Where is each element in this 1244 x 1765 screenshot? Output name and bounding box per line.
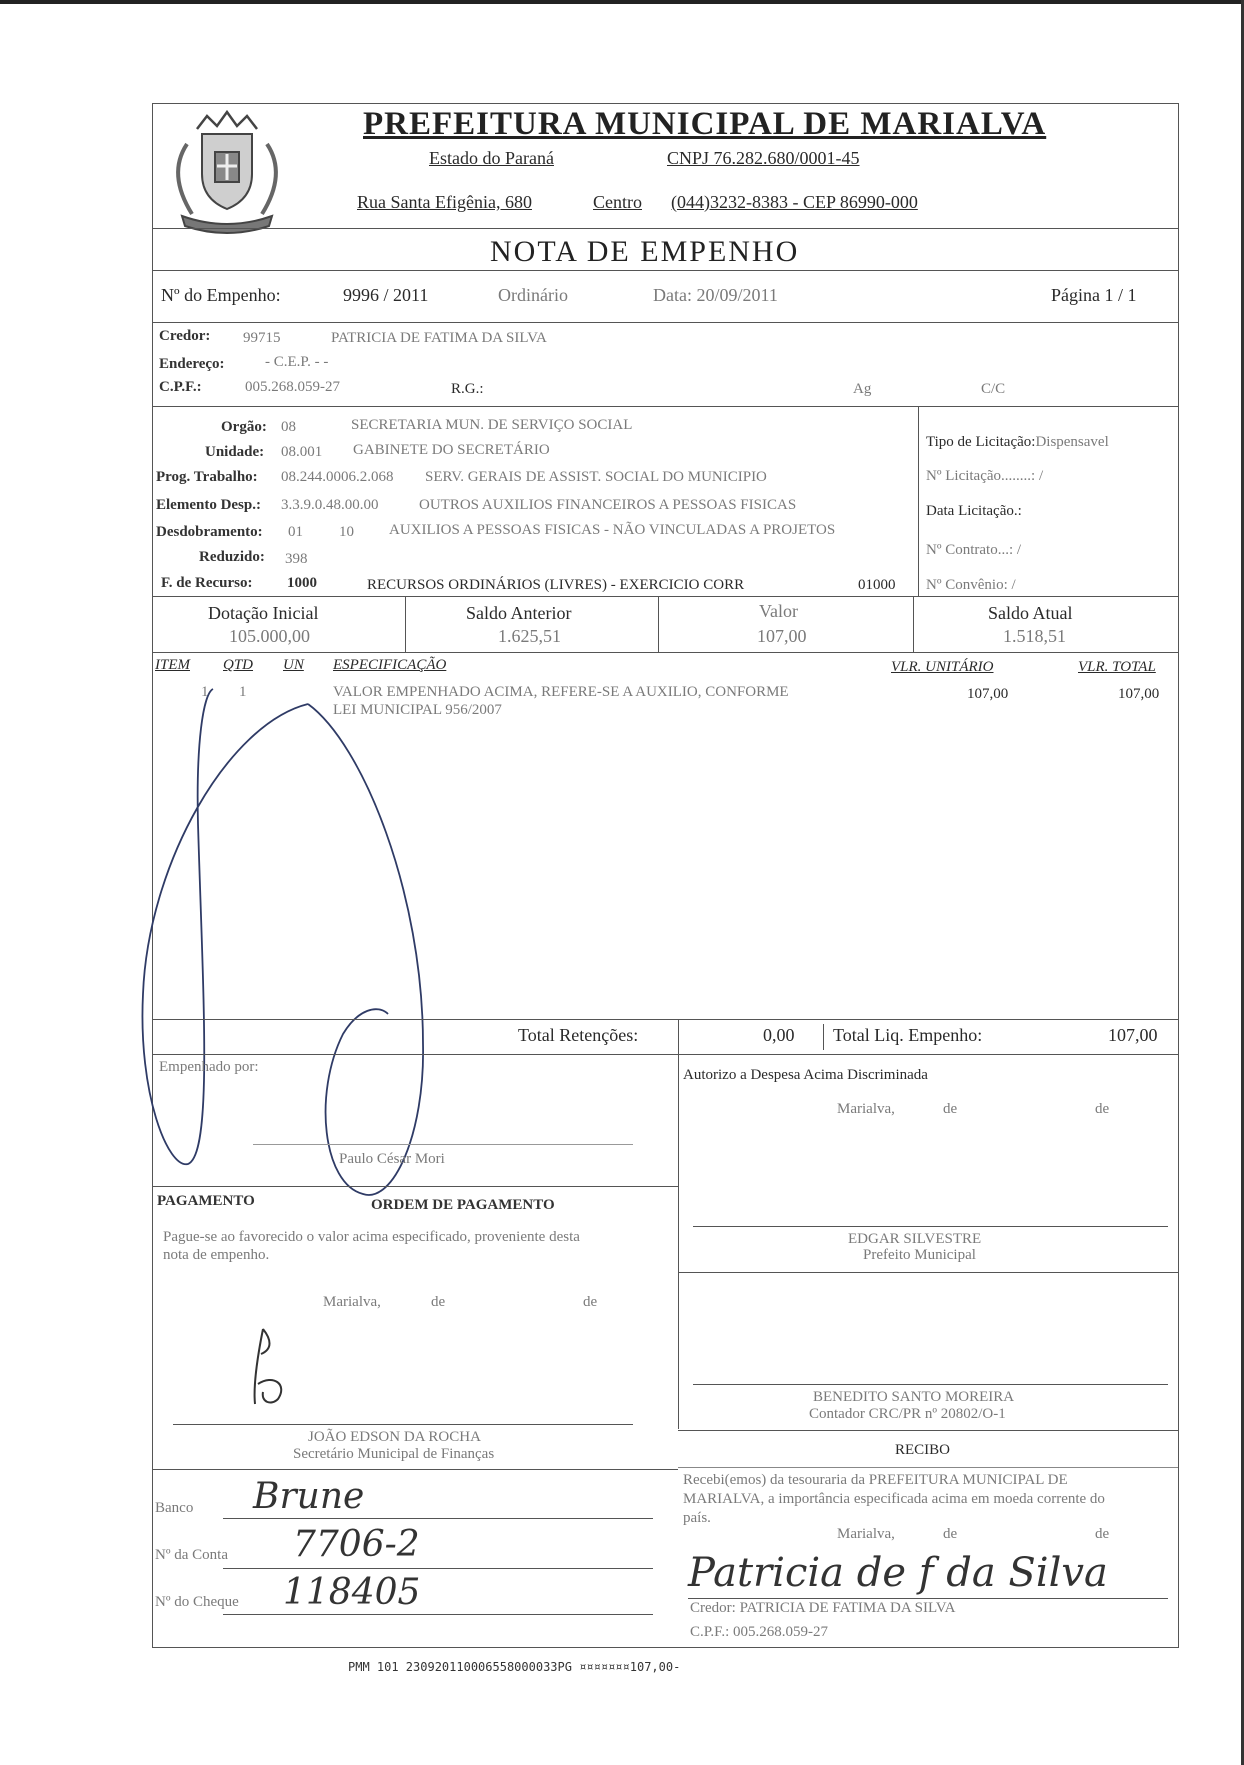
contador-name: BENEDITO SANTO MOREIRA	[813, 1389, 1015, 1405]
desdobramento-b: 10	[339, 524, 354, 540]
licitacao-numero: Nº Licitação........: /	[926, 468, 1044, 484]
cpf-label: C.P.F.:	[159, 379, 202, 395]
recibo-cpf: C.P.F.: 005.268.059-27	[690, 1624, 828, 1640]
col-vlr-unitario: VLR. UNITÁRIO	[891, 659, 994, 675]
recibo-text-1: Recebi(emos) da tesouraria da PREFEITURA MUNICIPAL DE	[683, 1472, 1068, 1488]
pagamento-text-1: Pague-se ao favorecido o valor acima especificado, proveniente desta	[163, 1229, 580, 1245]
street-address: Rua Santa Efigênia, 680	[357, 192, 532, 212]
col-item: ITEM	[155, 657, 190, 673]
recibo-text-3: país.	[683, 1510, 711, 1526]
autorizo-de1: de	[943, 1101, 958, 1117]
ag-label: Ag	[853, 381, 872, 397]
pagamento-de2: de	[583, 1294, 598, 1310]
nota-de-empenho-form	[152, 103, 1179, 1648]
autorizo-place: Marialva,	[837, 1101, 895, 1117]
secretario-role: Secretário Municipal de Finanças	[293, 1446, 495, 1462]
item-unit-value: 107,00	[967, 686, 1009, 702]
empenho-label: Nº do Empenho:	[161, 285, 281, 305]
phone-cep: (044)3232-8383 - CEP 86990-000	[671, 192, 918, 212]
saldo-anterior-label: Saldo Anterior	[466, 603, 572, 623]
col-un: UN	[283, 657, 304, 673]
contrato-numero: Nº Contrato...: /	[926, 542, 1022, 558]
contador-role: Contador CRC/PR nº 20802/O-1	[809, 1406, 1006, 1422]
empenho-number: 9996 / 2011	[343, 285, 429, 305]
orgao-label: Orgão:	[221, 419, 267, 435]
dotacao-label: Dotação Inicial	[208, 603, 319, 623]
desdobramento-desc: AUXILIOS A PESSOAS FISICAS - NÃO VINCULADAS A PROJETOS	[389, 522, 836, 538]
saldo-atual-value: 1.518,51	[1003, 626, 1066, 646]
col-especificacao: ESPECIFICAÇÃO	[333, 657, 447, 673]
desdobramento-a: 01	[288, 524, 303, 540]
ordem-pagamento-label: ORDEM DE PAGAMENTO	[371, 1197, 555, 1213]
retencoes-label: Total Retenções:	[518, 1025, 639, 1045]
valor-label: Valor	[759, 601, 798, 621]
unidade-label: Unidade:	[205, 444, 265, 460]
district: Centro	[593, 192, 642, 212]
item-number: 1	[201, 684, 209, 700]
dotacao-value: 105.000,00	[229, 626, 310, 646]
barcode-line: PMM 101 230920110006558000033PG ¤¤¤¤¤¤¤107,00-	[348, 1660, 681, 1674]
valor-value: 107,00	[757, 626, 807, 646]
retencoes-value: 0,00	[763, 1025, 795, 1045]
licitacao-data: Data Licitação.:	[926, 503, 1022, 519]
saldo-anterior-value: 1.625,51	[498, 626, 561, 646]
endereco-label: Endereço:	[159, 356, 225, 372]
orgao-code: 08	[281, 419, 296, 435]
cheque-label: Nº do Cheque	[155, 1594, 239, 1610]
col-vlr-total: VLR. TOTAL	[1078, 659, 1156, 675]
orgao-desc: SECRETARIA MUN. DE SERVIÇO SOCIAL	[351, 417, 633, 433]
elemento-desc: OUTROS AUXILIOS FINANCEIROS A PESSOAS FISICAS	[419, 497, 797, 513]
item-qtd: 1	[239, 684, 247, 700]
reduzido-value: 398	[285, 551, 308, 567]
recurso-code: 1000	[287, 575, 317, 591]
saldo-atual-label: Saldo Atual	[988, 603, 1073, 623]
handwritten-mark-icon	[133, 664, 453, 1264]
secretario-signature-icon	[233, 1324, 313, 1414]
credor-name: PATRICIA DE FATIMA DA SILVA	[331, 330, 547, 346]
item-spec-line2: LEI MUNICIPAL 956/2007	[333, 702, 502, 718]
total-liq-label: Total Liq. Empenho:	[833, 1025, 983, 1045]
municipality-title: PREFEITURA MUNICIPAL DE MARIALVA	[363, 106, 1047, 142]
scan-edge-top	[0, 0, 1244, 4]
cpf-value: 005.268.059-27	[245, 379, 340, 395]
secretario-name: JOÃO EDSON DA ROCHA	[308, 1429, 481, 1445]
prefeito-role: Prefeito Municipal	[863, 1247, 976, 1263]
item-total-value: 107,00	[1118, 686, 1160, 702]
unidade-desc: GABINETE DO SECRETÁRIO	[353, 442, 550, 458]
recurso-desc: RECURSOS ORDINÁRIOS (LIVRES) - EXERCICIO CORR	[367, 577, 745, 593]
unidade-code: 08.001	[281, 444, 323, 460]
licitacao-tipo: Tipo de Licitação:Dispensavel	[926, 434, 1109, 450]
cheque-value: 118405	[283, 1572, 421, 1613]
desdobramento-label: Desdobramento:	[156, 524, 263, 540]
prog-code: 08.244.0006.2.068	[281, 469, 394, 485]
cc-label: C/C	[981, 381, 1006, 397]
empenho-date: Data: 20/09/2011	[653, 285, 778, 305]
empenhado-label: Empenhado por:	[159, 1059, 259, 1075]
document-title: NOTA DE EMPENHO	[490, 235, 800, 268]
recibo-label: RECIBO	[895, 1442, 951, 1458]
coat-of-arms-icon	[157, 104, 297, 239]
credor-signature: Patricia de f da Silva	[688, 1550, 1108, 1596]
prefeito-name: EDGAR SILVESTRE	[848, 1231, 982, 1247]
autorizo-de2: de	[1095, 1101, 1110, 1117]
state-name: Estado do Paraná	[429, 148, 554, 168]
cnpj: CNPJ 76.282.680/0001-45	[667, 148, 860, 168]
page-number: Página 1 / 1	[1051, 285, 1137, 305]
conta-label: Nº da Conta	[155, 1547, 228, 1563]
reduzido-label: Reduzido:	[199, 549, 265, 565]
pagamento-label: PAGAMENTO	[157, 1193, 255, 1209]
pagamento-text-2: nota de empenho.	[163, 1247, 270, 1263]
recibo-de1: de	[943, 1526, 958, 1542]
recurso-label: F. de Recurso:	[161, 575, 253, 591]
total-liq-value: 107,00	[1108, 1025, 1158, 1045]
recibo-credor: Credor: PATRICIA DE FATIMA DA SILVA	[690, 1600, 956, 1616]
pagamento-de1: de	[431, 1294, 446, 1310]
autorizo-label: Autorizo a Despesa Acima Discriminada	[683, 1067, 928, 1083]
convenio-numero: Nº Convênio: /	[926, 577, 1016, 593]
banco-label: Banco	[155, 1500, 194, 1516]
prog-desc: SERV. GERAIS DE ASSIST. SOCIAL DO MUNICIPIO	[425, 469, 767, 485]
credor-label: Credor:	[159, 328, 211, 344]
elemento-label: Elemento Desp.:	[156, 497, 261, 513]
endereco-value: - C.E.P. - -	[265, 354, 329, 370]
elemento-code: 3.3.9.0.48.00.00	[281, 497, 379, 513]
pagamento-place: Marialva,	[323, 1294, 381, 1310]
rg-label: R.G.:	[451, 381, 484, 397]
col-qtd: QTD	[223, 657, 254, 673]
credor-code: 99715	[243, 330, 281, 346]
empenhado-name: Paulo César Mori	[339, 1151, 445, 1167]
item-spec-line1: VALOR EMPENHADO ACIMA, REFERE-SE A AUXILIO, CONFORME	[333, 684, 789, 700]
recibo-place: Marialva,	[837, 1526, 895, 1542]
recurso-number: 01000	[858, 577, 896, 593]
conta-value: 7706-2	[293, 1524, 420, 1565]
recibo-de2: de	[1095, 1526, 1110, 1542]
empenho-type: Ordinário	[498, 285, 568, 305]
banco-value: Brune	[253, 1476, 365, 1517]
prog-label: Prog. Trabalho:	[156, 469, 258, 485]
recibo-text-2: MARIALVA, a importância especificada acima em moeda corrente do	[683, 1491, 1105, 1507]
